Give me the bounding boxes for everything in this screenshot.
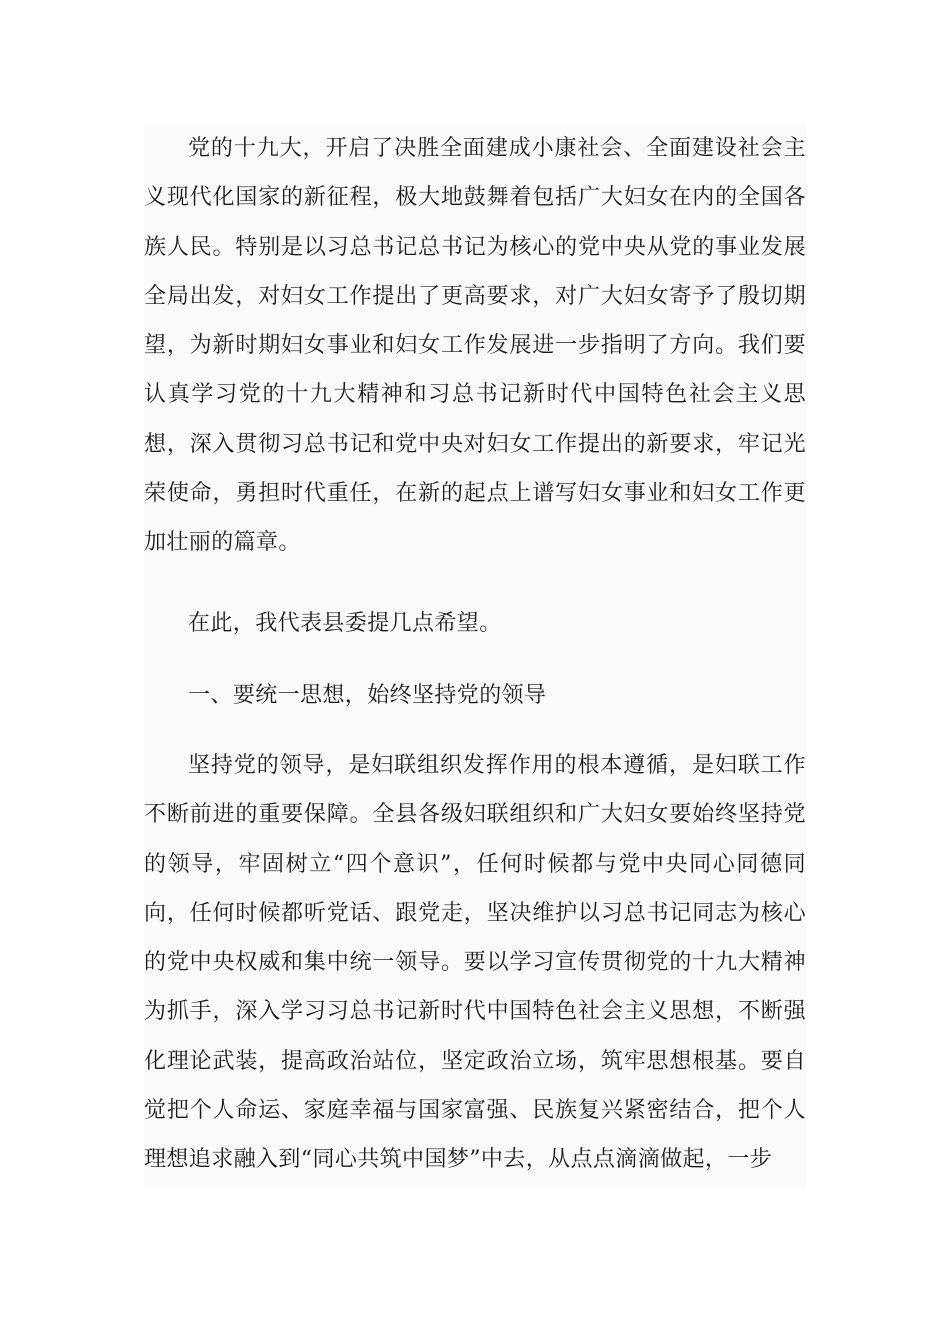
paragraph-intro: 党的十九大，开启了决胜全面建成小康社会、全面建设社会主义现代化国家的新征程，极大地鼓舞着包括广大妇女在内的全国各族人民。特别是以习总书记总书记为核心的党中央从党的事业发展全局出发，对妇女工作提出了更高要求，对广大妇女寄予了殷切期望，为新时期妇女事业和妇女工作发展进一步指明了方向。我们要认真学习党的十九大精神和习总书记新时代中国特色社会主义思想，深入贯彻习总书记和党中央对妇女工作提出的新要求，牢记光荣使命，勇担时代重任，在新的起点上谱写妇女事业和妇女工作更加壮丽的篇章。	[144, 136, 806, 556]
paragraph-hopes: 在此，我代表县委提几点希望。	[188, 611, 502, 636]
document-body	[144, 124, 806, 1188]
section-heading: 一、要统一思想，始终坚持党的领导	[188, 683, 547, 708]
paragraph-party-leadership: 坚持党的领导，是妇联组织发挥作用的根本遵循，是妇联工作不断前进的重要保障。全县各级妇联组织和广大妇女要始终坚持党的领导，牢固树立“四个意识”，任何时候都与党中央同心同德同向，任何时候都听党话、跟党走，坚决维护以习总书记同志为核心的党中央权威和集中统一领导。要以学习宣传贯彻党的十九大精神为抓手，深入学习习总书记新时代中国特色社会主义思想，不断强化理论武装，提高政治站位，坚定政治立场，筑牢思想根基。要自觉把个人命运、家庭幸福与国家富强、民族复兴紧密结合，把个人理想追求融入到“同心共筑中国梦”中去，从点点滴滴做起，一步	[144, 753, 806, 1173]
